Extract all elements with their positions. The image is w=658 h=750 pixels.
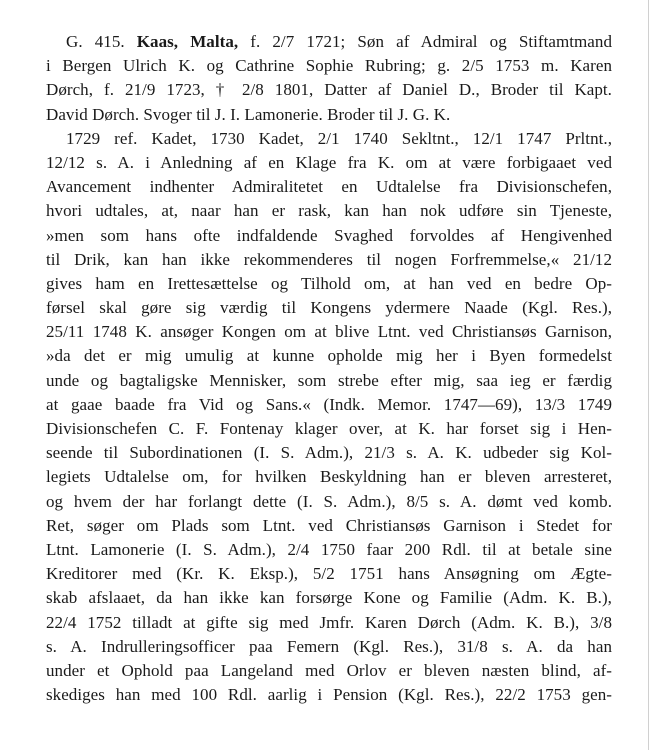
text-line: under et Ophold paa Langeland med Orlov er bleven næsten blind, af- [46,660,612,680]
text-line: 12/12 s. A. i Anledning af en Klage fra K. om at være forbigaaet ved [46,152,612,172]
text-line: Kreditorer med (Kr. K. Eksp.), 5/2 1751 hans Ansøgning om Ægte- [46,564,612,584]
entry-intro: f. 2/7 1721; Søn af Admiral og Stiftamtmand [238,32,612,51]
text-line: 22/4 1752 tilladt at gifte sig med Jmfr. Karen Dørch (Adm. K. B.), 3/8 [46,612,612,632]
page-edge-rule [648,0,649,750]
entry-number: G. 415. [66,32,137,51]
text-line: s. A. Indrulleringsofficer paa Femern (Kgl. Res.), 31/8 s. A. da han [46,636,612,656]
text-line: »men som hans ofte indfaldende Svaghed forvoldes af Hengivenhed [46,225,612,245]
text-line: 25/11 1748 K. ansøger Kongen om at blive Ltnt. ved Christiansøs Garnison, [46,322,612,342]
text-line: David Dørch. Svoger til J. I. Lamonerie. Broder til J. G. K. [46,104,451,124]
text-line: i Bergen Ulrich K. og Cathrine Sophie Rubring; g. 2/5 1753 m. Karen [46,56,612,76]
biographical-entry [46,30,612,707]
text-line: Ltnt. Lamonerie (I. S. Adm.), 2/4 1750 faar 200 Rdl. til at betale sine [46,539,612,559]
text-line: »da det er mig umulig at kunne opholde mig her i Byen formedelst [46,346,612,366]
text-line: til Drik, kan han ikke rekommenderes til nogen Forfremmelse,« 21/12 [46,249,612,269]
text-line: skediges han med 100 Rdl. aarlig i Pension (Kgl. Res.), 22/2 1753 gen- [46,685,612,705]
text-line: Ret, søger om Plads som Ltnt. ved Christiansøs Garnison i Stedet for [46,515,612,535]
text-line: og hvem der har forlangt dette (I. S. Adm.), 8/5 s. A. dømt ved komb. [46,491,612,511]
text-line: skab afslaaet, da han ikke kan forsørge Kone og Familie (Adm. K. B.), [46,588,612,608]
entry-name: Kaas, Malta, [136,32,239,51]
text-line: hvori udtales, at, naar han er rask, kan han nok udføre sin Tjeneste, [46,201,612,221]
text-line: unde og bagtaligske Mennisker, som strebe efter mig, saa ieg er færdig [46,370,612,390]
text-line: Avancement indhenter Admiralitetet en Udtalelse fra Divisionschefen, [46,177,612,197]
text-line: at gaae baade fra Vid og Sans.« (Indk. Memor. 1747—69), 13/3 1749 [46,394,612,414]
text-line: 1729 ref. Kadet, 1730 Kadet, 2/1 1740 Sekltnt., 12/1 1747 Prltnt., [66,128,612,148]
text-line: seende til Subordinationen (I. S. Adm.), 21/3 s. A. K. udbeder sig Kol- [46,443,612,463]
text-line: førsel skal gøre sig værdig til Kongens ydermere Naade (Kgl. Res.), [46,298,612,318]
text-line: gives ham en Irettesættelse og Tilhold om, at han ved en bedre Op- [46,273,612,293]
text-line [46,30,612,54]
text-line: Divisionschefen C. F. Fontenay klager over, at K. har forset sig i Hen- [46,419,612,438]
text-line: legiets Udtalelse om, for hvilken Beskyldning han er bleven arresteret, [46,467,612,487]
text-line: Dørch, f. 21/9 1723, † 2/8 1801, Datter af Daniel D., Broder til Kapt. [46,80,612,100]
